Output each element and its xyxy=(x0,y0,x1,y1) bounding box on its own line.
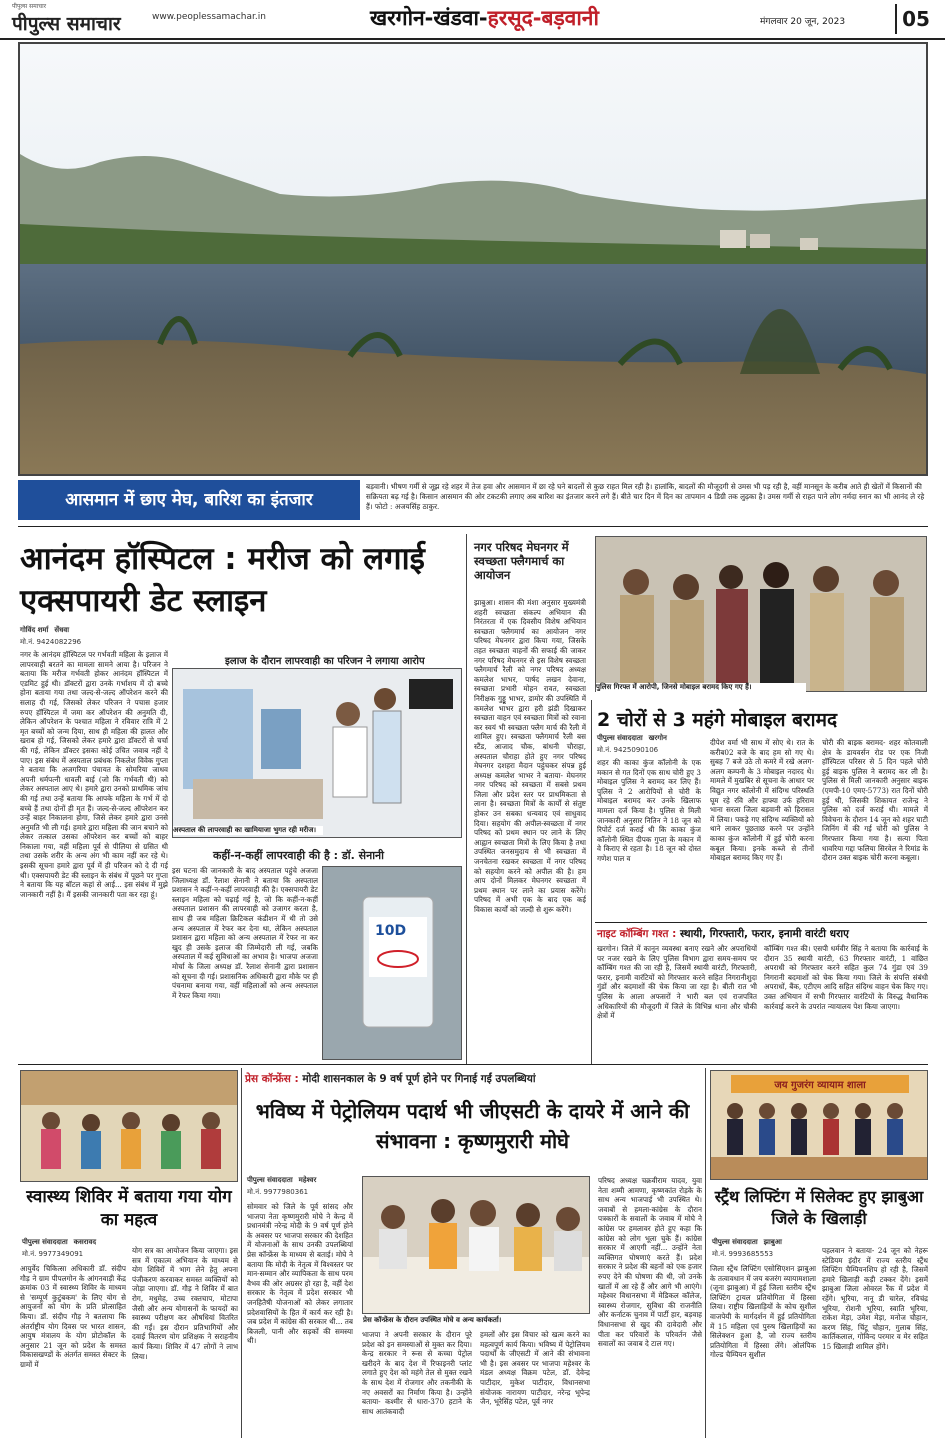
health-body-col2: योग सत्र का आयोजन किया जाएगा। इस सत्र में एकात्म अभियान के माध्यम से योग शिविरों में भाग लेने हेतु अपना पंजीकरण करवाकर समस्त व्यक्तियों को जोड़ा जाएगा। डॉ. गौड़ ने शिविर में बात रोग, मधुमेह, उच्च रक्तचाप, मोटापा जैसी और अन्य योगासनों के फायदों का स्वास्थ्य परीक्षण कर औषधियां वितरित की गईं। इस दौरान प्रतिभागियों और दवाई वितरण योग प्रशिक्षक ने सराहनीय कार्य किया। शिविर में 47 लोगों ने लाभ लिया। xyxy=(132,1246,238,1361)
byline-place: सेंधवा xyxy=(54,626,70,634)
arrest-photo-caption: पुलिस गिरफ्त में आरोपी, जिनसे मोबाइल बरामद किए गए हैं। xyxy=(596,683,806,692)
column-divider xyxy=(241,1068,242,1438)
column-divider xyxy=(705,1068,706,1438)
hero-caption-text: बड़वानी। भीषण गर्मी से जूझ रहे शहर में तेज हवा और आसमान में छा रहे घने बादलों से कुछ राहत मिल रही है। हालांकि, बादलों की मौजूदगी से उमस भी पड़ रही है, वहीं मानसून के करीब आते ही खेतों में किसानों की सक्रियता बढ़ गई है। किसान आसमान की ओर टकटकी लगाए अब बारिश का इंतजार करने लगे हैं। बीते चार दिन में दिन का तापमान 4 डिग्री तक लुढ़का है। उमस गर्मी से राहत पाने लोग नर्मदा स्नान का भी आनंद ले रहे हैं। xyxy=(366,482,925,511)
byline-name: पीपुल्स संवाददाता xyxy=(712,1238,758,1246)
lake-landscape-image xyxy=(20,44,926,474)
theft-body-col1: शहर की काका कुंज कॉलोनी के एक मकान से गत दिनों एक साथ चोरी हुए 3 मोबाइल पुलिस ने बरामद कर लिए हैं। पुलिस ने 2 आरोपियों से चोरी के मोबाइल बरामद कर उनके खिलाफ मामला दर्ज किया है। पुलिस से मिली जानकारी अनुसार नितिन ने 18 जून को रिपोर्ट दर्ज कराई थी कि काका कुंज कॉलोनी स्थित दीपक गुप्ता के मकान में वे किराए से रहता है। 18 जून को दोस्त गणेश पाल व xyxy=(597,758,701,863)
press-body-col2: भाजपा ने अपनी सरकार के दौरान पूरे प्रदेश को इन समस्याओं से मुक्त कर दिया। केन्द्र सरकार ने रूस से कच्चा पेट्रोल खरीदने के बाद देश में रिफाइनरी प्लांट लगाते हुए देश को महंगे तेल से मुक्त रखने के साथ देश में रोजगार और तकनीकी के नए अवसरों का निर्माण किया है। उन्होंने बताया- कश्मीर से धारा-370 हटाने के साथ आतंकवादी xyxy=(362,1330,472,1416)
svg-text:10D: 10D xyxy=(375,923,407,939)
press-body-col1: सोमवार को जिले के पूर्व सांसद और भाजपा नेता कृष्णमुरारी मोघे ने केन्द्र में प्रधानमंत्री नरेन्द्र मोदी के 9 वर्ष पूर्ण होने के अवसर पर भाजपा सरकार की देशहित में योजनाओं के साथ उनकी उपलब्धियां प्रेस कॉन्फ्रेंस के माध्यम से बताई। मोघे ने बताया कि मोदी के नेतृत्व में विश्वस्तर पर मान-सम्मान और व्यापिकता के साथ परम वैभव की ओर अग्रसर हो रहा है, वहीं देश सरकार के नेतृत्व में प्रदेश सरकार भी जनहितैषी योजनाओं को लेकर लगातार प्रदेशवासियों के हित में कार्य कर रही है। जब प्रदेश में कांग्रेस की सरकार थी... तब बिजली, पानी और सड़कों की समस्या थी। xyxy=(247,1202,353,1346)
strength-headline: स्ट्रैंथ लिफ्टिंग में सिलेक्ट हुए झाबुआ जिले के खिलाड़ी xyxy=(714,1187,924,1228)
masthead xyxy=(0,0,945,40)
region-title-b: हरसूद-बड़वानी xyxy=(487,6,599,30)
lead-body-col2: इस घटना की जानकारी के बाद अस्पताल पहुंचे अजजा जिलाध्यक्ष डॉ. रैलाश सेनानी ने बताया कि अस्पताल प्रशासन ने कहीं-न-कहीं लापरवाही की है। एक्सपायरी डेट स्लाइन महिला को चढ़ाई गई है, जो कि कहीं-न-कहीं अस्पताल प्रशासन की लापरवाही को उजागर करता है, साथ ही जब महिला क्रिटिकल कंडीशन में थी तो उसे अन्य अस्पताल में रेफर कर देना था, लेकिन अस्पताल प्रशासन द्वारा महिला को अन्य अस्पताल में रेफर ना कर खुद ही उसके इलाज की जिम्मेदारी ली गई, जबकि अस्पताल में कई सुविधाओं का अभाव है। भाजपा अजजा मोर्चा के जिला अध्यक्ष डॉ. रैलाश सेनानी द्वारा प्रशासन को सूचना दी गई। प्रशासनिक अधिकारी द्वारा मौके पर ही पंचनामा बनाया गया, वहीं महिलाओं को अन्य अस्पताल में रेफर किया गया। xyxy=(172,866,318,1000)
press-phone: मो.नं. 9977980361 xyxy=(247,1188,309,1196)
byline-place: खरगोन xyxy=(648,734,667,742)
divider xyxy=(18,526,928,527)
nightcombing-headline xyxy=(597,927,929,941)
brand-logo[interactable]: पीपुल्स समाचार xyxy=(12,13,121,35)
divider xyxy=(18,1064,928,1065)
byline-name: पीपुल्स संवाददाता xyxy=(247,1176,293,1184)
theft-byline xyxy=(597,734,673,743)
lead-body-col1: नगर के आनंदम हॉस्पिटल पर गर्भवती महिला के इलाज में लापरवाही बरतने का मामला सामने आया है। परिजन ने बताया कि मरीज गर्भवती होकर आनंदम हॉस्पिटल में एडमिट हुई थी। डॉक्टरों द्वारा उनके गर्भाशय में दो बच्चे होना बताया गया तथा जल्द-से-जल्द ऑपरेशन करने की सलाह दी गई, जिसको लेकर परिजन ने पचास हजार रुपए हॉस्पिटल में जमा कर ऑपरेशन की अनुमति दी, लेकिन ऑपरेशन के पश्चात महिला ने रविवार रात्रि में 2 मृत बच्चों को जन्म दिया, साथ ही महिला की हालत और खराब हो गई, जिसको लेकर हमारे द्वारा डॉक्टरों से चर्चा की गई, लेकिन डॉक्टर इसका कोई उचित जवाब नहीं दे पाए। इस संबंध में अस्पताल प्रबंधक निकलेश विवेक गुप्ता ने बताया कि अजगरिया पंचायत के सोमरिया जाधव अपनी धर्मपत्नी धावली बाई (जो कि गर्भवती थी) को लेकर अस्पताल आए थे। हमारे द्वारा उनको प्राथमिक जांच की गई तथा उन्हें बताया कि आपके महिला के गर्भ में दो बच्चे हैं तथा दोनों ही मृत हैं। जल्द-से-जल्द ऑपरेशन कर उन्हें बाहर निकालना होगा, जिसे लेकर हमारे द्वारा उनसे अनुमति भी ली गई। हमारे द्वारा महिला की जान बचाने को लेकर तत्काल उसका ऑपरेशन कर बच्चों को बाहर निकाला गया, वहीं महिला पूर्व से पीलिया से ग्रसित थी तथा उसके शरीर के अन्य अंग भी काम नहीं कर रहे थे। इसकी सूचना हमारे द्वारा पूर्व में ही परिजन को दे दी गई थी। एक्सपायरी डेट की स्लाइन के संबंध में पूछने पर गुप्ता ने बताया कि यह बॉटल कहां से आई... इस संबंध में मुझे जानकारी नहीं है। मैं इसकी जानकारी पता कर रहा हूं। xyxy=(20,650,168,899)
nightcombing-body-col2: कॉम्बिंग गश्त की। एसपी धर्मवीर सिंह ने बताया कि कार्रवाई के दौरान 35 स्थायी वारंटी, 63 गिरफ्तार वारंटी, 1 वांछित अपराधी को गिरफ्तार करने सहित कुल 74 गुंडा एवं 39 निगरानी बदमाशों को चेक किया गया। जिले के संपत्ति संबंधी अपराधों, बैंक, एटीएम आदि सहित संदिग्ध वाहन चेक किए गए। उक्त अभियान में सभी गिरफ्तार वारंटियों के विरुद्ध वैधानिक कार्रवाई करने के उपरांत न्यायालय पेश किया जाएगा। xyxy=(764,944,928,1011)
divider xyxy=(595,922,927,923)
byline-place: कसरावद xyxy=(73,1238,97,1246)
website-link[interactable]: www.peoplessamachar.in xyxy=(152,12,266,22)
column-divider xyxy=(466,534,467,1064)
byline-name: पीपुल्स संवाददाता xyxy=(22,1238,68,1246)
strength-phone: मो.नं. 9993685553 xyxy=(712,1250,774,1258)
brand-tagline: पीपुल्स समाचार xyxy=(12,3,47,10)
nightcombing-title: स्थायी, गिरफ्तारी, फरार, इनामी वारंटी धराए xyxy=(680,928,849,940)
lead-headline: आनंदम हॉस्पिटल : मरीज को लगाई एक्सपायरी डेट स्लाइन xyxy=(20,541,425,619)
region-title-a: खरगोन-खंडवा- xyxy=(370,6,488,30)
page-number: 05 xyxy=(895,4,935,34)
hospital-room-image xyxy=(173,669,462,838)
strength-body-col2: पहलवान ने बताया- 24 जून को नेहरू स्टेडियम इंदौर में राज्य स्तरीय स्ट्रैंथ लिफ्टिंग चैम्पियनशिप हो रही है, जिसमें हमारे खिलाड़ी कड़ी टक्कर देंगे। इसमें झाबुआ जिला ओवरल रैंक में प्रदेश में रहेंगे। भूरिया, नानू डी चारेल, रविचंद्र भूरिया, रोशनी भूरिया, स्वाति भूरिया, राकेश मेड़ा, उमेश मेड़ा, मनोज चौहान, करण सिंह, चिंटू चौहान, गुलाब सिंह, कार्तिकलाल, गोविन्द परमार व मेर सहित 15 खिलाड़ी शामिल होंगे। xyxy=(822,1246,928,1351)
health-phone: मो.नं. 9977349091 xyxy=(22,1250,84,1258)
nightcombing-body-col1: खरगोन। जिले में कानून व्यवस्था बनाए रखने और अपराधियों पर नजर रखने के लिए पुलिस विभाग द्वारा समय-समय पर कॉम्बिंग गश्त की जा रही है, जिसमें स्थायी वारंटी, गिरफ्तारी, फरार, इनामी वारंटियों को गिरफ्तार करने सहित निगरानीशुदा गुंडों और बदमाशों की चेक किया जा रहा है। बीती रात भी पुलिस के आला अफसरों ने भारी बल एवं राजपत्रित अधिकारियों की मौजूदगी में जिले के विभिन्न थाना और चौकी क्षेत्रों में xyxy=(597,944,757,1021)
press-label-key: प्रेस कॉन्फ्रेंस : xyxy=(245,1073,299,1085)
lead-phone: मो.नं. 9424082296 xyxy=(20,638,82,646)
strength-body-col1: जिला स्ट्रैंथ लिफ्टिंग एसोसिएशन झाबुआ के तत्वावधान में जय बजरंग व्यायामशाला (जूना झाबुआ) में हुई जिला स्तरीय स्ट्रैंथ लिफ्टिंग ट्रायल प्रतियोगिता में हिस्सा लिया। राष्ट्रीय खिलाड़ियों के कोच सुशील वाजपेयी के मार्गदर्शन में हुई प्रतियोगिता में 15 महिला एवं पुरुष खिलाड़ियों का सिलेक्शन हुआ है, जो राज्य स्तरीय प्रतियोगिता में हिस्सा लेंगे। ओलंपिक गोल्ड चैम्पियन सुशील xyxy=(710,1264,816,1360)
region-title xyxy=(370,4,599,32)
hospital-photo-caption: अस्पताल की लापरवाही का खामियाजा भुगत रही मरीज। xyxy=(173,826,323,835)
arrest-photo xyxy=(595,536,927,692)
hospital-photo xyxy=(172,668,462,838)
theft-body-col3: चोरी की बाइक बरामद- शहर कोतवाली क्षेत्र के डायवर्सन रोड पर एक निजी हॉस्पिटल परिसर से 5 दिन पहले चोरी हुई बाइक पुलिस ने बरामद कर ली है। पुलिस से मिली जानकारी अनुसार बाइक (एमपी-10 एमए-5773) रात दिनों चोरी हुई थी, जिसकी शिकायत राजेन्द्र ने पुलिस को दर्ज कराई थी। मामले में विवेचना के दौरान 14 जून को शहर घाटी जिनिंग में की गई चोरी को पुलिस ने गिरफ्तार किया गया है। सत्या पिता धावरिया गद्दा फलिया सिरवेल ने रिमांड के दौरान उक्त बाइक चोरी करना कबूला। xyxy=(822,738,928,863)
yoga-camp-image xyxy=(21,1071,238,1182)
theft-headline: 2 चोरों से 3 महंगे मोबाइल बरामद xyxy=(597,709,838,731)
press-body-col3: हमलों और इस विचार को खत्म करने का महत्वपूर्ण कार्य किया। भविष्य में पेट्रोलियम पदार्थों के जीएसटी में आने की संभावना भी है। इस अवसर पर भाजपा महेश्वर के मंडल अध्यक्ष विक्रम पटेल, डॉ. देवेन्द्र पाटीदार, मुकेश पाटीदार, विधानसभा संयोजक नारायण पाटीदार, नरेन्द्र भूपेन्द्र जैन, भूरेसिंह पटेल, पूर्व नगर xyxy=(480,1330,590,1407)
press-photo-caption: प्रेस कॉन्फ्रेंस के दौरान उपस्थित मोघे व अन्य कार्यकर्ता। xyxy=(363,1316,591,1325)
lead-byline xyxy=(20,626,75,635)
press-headline: भविष्य में पेट्रोलियम पदार्थ भी जीएसटी के दायरे में आने की संभावना : कृष्णमुरारी मोघे xyxy=(255,1099,690,1153)
press-byline xyxy=(247,1176,322,1185)
strength-banner-text: जय गुजरंग व्यायाम शाला xyxy=(774,1080,866,1091)
press-body-col4: परिषद अध्यक्ष चक्रवीराम यादव, युवा नेता शम्मी आमणा, कृष्णकांत रोड़के के साथ अन्य भाजपाई भी उपस्थित थे। जवाबों से हमला-कांग्रेस के दौरान पत्रकारों के सवालों के जवाब में मोघे ने कांग्रेस पर हमलावर होते हुए कहा कि कांग्रेस को लोग भूला चुके हैं। कांग्रेस सरकार में आएगी नहीं... उन्होंने नेता व्यक्तिगत घोषणाएं करते हैं। प्रदेश सरकार ने प्रदेश की बहनों को एक हजार रुपए देने की घोषणा की थी, जो उनके खातों में आ रहे हैं और आगे भी आएंगे। महेश्वर विधानसभा में मेडिकल कॉलेज, स्वास्थ्य रोजगार, सुविधा की राजनीति और कर्नाटक चुनाव में पार्टी हार, बड़वाह विधानसभा से खुद की दावेदारी और पीता कर परिवारों के परिवर्तन जैसे सवालों का जवाब दे टाल गए। xyxy=(598,1176,702,1349)
cleanliness-headline: नगर परिषद मेघनगर में स्वच्छता फ्लैगमार्च का आयोजन xyxy=(474,540,569,582)
health-body-col1: आयुर्वेद चिकित्सा अधिकारी डॉ. संदीप गौड़ ने ग्राम पीपलगोन के आंगनवाड़ी केंद्र क्रमांक 03 में स्वास्थ्य शिविर के माध्यम से 'सम्पूर्ण कुटुंबकम' के लिए योग से आयुजनों को योग के प्रति प्रोत्साहित किया। डॉ. संदीप गौड़ ने बतलाया कि अंतर्राष्ट्रीय योग दिवस पर भारत शासन, आयुष मंत्रालय के योग प्रोटोकॉल के अनुसार 21 जून को प्रदेश के समस्त विकासखण्डों के अंतर्गत समस्त सेक्टर के ग्रामों में xyxy=(20,1264,126,1369)
byline-name: गोविंद शर्मा xyxy=(20,626,49,634)
nightcombing-label: नाइट कॉम्बिंग गश्त : xyxy=(597,928,677,940)
column-divider xyxy=(591,700,592,1064)
police-with-accused-image xyxy=(596,537,927,692)
cleanliness-body: झाबुआ। शासन की मंशा अनुसार मुख्यमंत्री शहरी स्वच्छता संकल्प अभियान की निरंतरता में एक दिवसीय विशेष अभियान स्वच्छता फ्लैगमार्च का आयोजन नगर परिषद मेघनगर द्वारा किया गया, जिसके तहत स्वच्छता वाहनों की सफाई की जाकर नगर परिषद मेघनगर से इस विशेष स्वच्छता फ्लैगमार्च रैली को नगर परिषद अध्यक्ष कमलेश भाभर, पार्षद लखन देवाना, स्वच्छता प्रभारी मोहन रावत, स्वच्छता निरीक्षक गुड्डू भाभर, डामोर की उपस्थिति में कमलेश भाभर द्वारा हरी झंडी दिखाकर स्वच्छता वाहन एवं स्वच्छता मित्रों को रवाना कर स्वयं भी स्वच्छता फ्लैग मार्च की रैली में शामिल हुए। स्वच्छता फ्लैगमार्च रैली बस स्टैंड, आजाद चौक, बांधनी चौराहा, अस्पताल चौराहा होते हुए नगर परिषद मेघनगर दशहरा मैदान पहुंचकर संपन्न हुई अध्यक्ष कमलेश भाभर ने बताया- मेघनगर नगर परिषद को स्वच्छता में सबसे प्रथम जिला और प्रदेश स्तर पर प्राथमिकता से लाना है। स्वच्छता मित्रों के कार्यों से संतुष्ट होकर उन सबका धन्यवाद एवं साधुवाद दिया। सहयोग की अपील-स्वच्छता में नगर परिषद को प्रथम स्थान पर लाने के लिए आह्वान स्वच्छता मित्रों के लिए किया है तथा उपस्थित जनसमुदाय से भी स्वच्छता में जनचेतना रखकर स्वच्छता में नगर परिषद को सहयोग करने को अपील की है। हम आप दोनों मिलकर मेघनगर स्वच्छता में प्रथम स्थान पर लाने का प्रयास करेंगे। परिषद में अभी एक के बाद एक कई विकास कार्यों को जल्दी से शुरू करेंगे। xyxy=(474,598,586,914)
lead-quote-head: कहीं-न-कहीं लापरवाही की है : डॉ. सेनानी xyxy=(213,849,384,862)
theft-phone: मो.नं. 9425090106 xyxy=(597,746,659,754)
saline-bottle-image xyxy=(323,867,462,1060)
byline-place: महेश्वर xyxy=(298,1176,317,1184)
hero-photo xyxy=(18,42,928,476)
health-headline: स्वास्थ्य शिविर में बताया गया योग का महत्व xyxy=(26,1187,232,1230)
byline-place: झाबुआ xyxy=(763,1238,782,1246)
hero-photo-credit: फोटो : अजयसिंह ठाकुर. xyxy=(374,502,440,511)
lead-subhead: इलाज के दौरान लापरवाही का परिजन ने लगाया आरोप xyxy=(225,656,425,667)
hero-caption-bar xyxy=(18,480,928,520)
theft-body-col2: दीपेश वर्मा भी साथ में सोए थे। रात के करीब02 बजे के बाद हम सो गए थे। सुबह 7 बजे उठे तो कमरे में रखे अलग-अलग कम्पनी के 3 मोबाइल नदारद थे। मामले में मुखबिर से सूचना के आधार पर विद्युत नगर कॉलोनी में संदिग्ध परिस्थति घूम रहे रवि और हाफ्या उर्फ हरिराम भाना सरला जिला बड़वानी को हिरासत में लिया। पकड़े गए संदिग्ध व्यक्तियों को थाने लाकर पूछताछ करने पर उन्होंने काका कुंज कॉलोनी में हुई चोरी करना कबूल किया। इनके कब्जे से तीनों मोबाइल बरामद किए गए हैं। xyxy=(710,738,814,863)
issue-date: मंगलवार 20 जून, 2023 xyxy=(760,17,846,27)
press-photo xyxy=(362,1176,590,1314)
saline-photo xyxy=(322,866,462,1060)
press-label-text: मोदी शासनकाल के 9 वर्ष पूर्ण होने पर गिनाई गईं उपलब्धियां xyxy=(302,1073,536,1085)
strength-photo xyxy=(710,1070,928,1180)
press-label xyxy=(245,1072,700,1086)
hero-caption xyxy=(366,482,926,512)
health-byline xyxy=(22,1238,102,1247)
health-camp-photo xyxy=(20,1070,238,1182)
hero-title: आसमान में छाए मेघ, बारिश का इंतजार xyxy=(18,480,360,520)
press-conference-image xyxy=(363,1177,590,1314)
strength-team-image xyxy=(711,1071,928,1180)
strength-byline xyxy=(712,1238,788,1247)
byline-name: पीपुल्स संवाददाता xyxy=(597,734,643,742)
